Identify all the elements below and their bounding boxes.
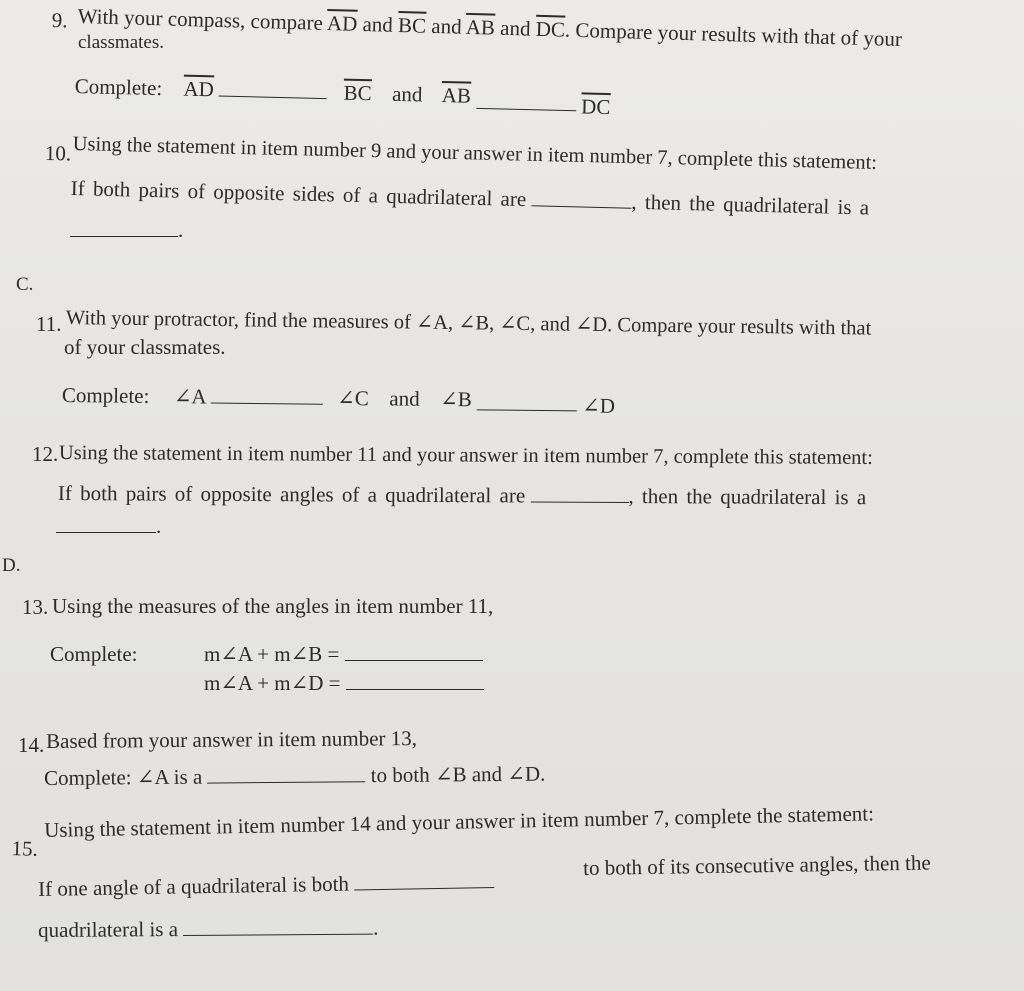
item-11-number: 11. <box>36 312 62 336</box>
answer-blank[interactable] <box>531 204 631 208</box>
answer-blank[interactable] <box>346 688 484 690</box>
item-15-question-line1: Using the statement in item number 14 and your answer in item number 7, complete the statement: <box>43 801 875 842</box>
answer-blank[interactable] <box>345 659 483 661</box>
item-11-question-line1: With your protractor, find the measures of ∠A, ∠B, ∠C, and ∠D. Compare your results with that <box>65 307 872 340</box>
item-15-question-line2: to both of its consecutive angles, then the <box>582 850 931 880</box>
section-c-label: C. <box>16 274 34 295</box>
answer-blank[interactable] <box>183 933 373 936</box>
item-13-question-line1: Using the measures of the angles in item number 11, <box>52 594 494 618</box>
complete-segment-dc: $\overline{DC}$ <box>580 94 611 120</box>
item-13-equation-2: m∠A + m∠D = <box>204 673 484 694</box>
answer-blank[interactable] <box>70 235 178 237</box>
item-11-question-line2: of your classmates. <box>64 335 226 359</box>
item-13-number: 13. <box>22 595 49 619</box>
segment-ad: $\overline{AD}$ <box>326 10 358 36</box>
item-15-number: 15. <box>11 836 39 861</box>
item-12-question-line1: Using the statement in item number 11 and your answer in item number 7, complete this statement: <box>58 442 873 469</box>
angle-b: ∠B <box>440 386 472 412</box>
item-9-question-line1: With your compass, compare $\overline{AD}$ and $\overline{BC}$ and $\overline{AB}$ and $\overline{DC}$. Compare your results with that of your <box>77 4 903 52</box>
item-9-number: 9. <box>51 8 68 33</box>
item-13-equation-1: m∠A + m∠B = <box>204 644 483 665</box>
item-10-question-line3: . <box>70 220 183 241</box>
item-15-question-line4: quadrilateral is a . <box>37 915 379 942</box>
answer-blank[interactable] <box>208 780 366 783</box>
complete-segment-ad: $\overline{AD}$ <box>183 76 215 102</box>
angle-d: ∠D <box>582 393 616 418</box>
item-14-number: 14. <box>18 733 45 757</box>
item-15-question-line3: If one angle of a quadrilateral is both <box>38 871 494 900</box>
item-12-question-line2: If both pairs of opposite angles of a quadrilateral are , then the quadrilateral is a <box>57 481 867 510</box>
item-9-complete-row: Complete: $\overline{AD}$ $\overline{BC}$ and $\overline{AB}$ $\overline{DC}$ <box>74 74 611 120</box>
item-14-question-line1: Based from your answer in item number 13, <box>45 726 418 753</box>
answer-blank[interactable] <box>530 500 628 503</box>
complete-label: Complete: <box>61 383 150 408</box>
complete-label: Complete: <box>74 74 163 101</box>
item-12-question-line3: . <box>56 516 161 537</box>
complete-label: Complete: <box>50 642 138 666</box>
complete-segment-bc: $\overline{BC}$ <box>343 80 372 106</box>
item-11-complete-row: Complete: ∠A ∠C and ∠B ∠D <box>61 383 616 418</box>
item-10-number: 10. <box>44 141 72 166</box>
item-9-question-line2: classmates. <box>78 32 165 53</box>
answer-blank[interactable] <box>56 531 156 533</box>
segment-dc: $\overline{DC}$ <box>535 16 566 42</box>
segment-ab: $\overline{AB}$ <box>465 14 496 40</box>
section-d-label: D. <box>2 555 21 576</box>
item-10-question-line1: Using the statement in item number 9 and your answer in item number 7, complete this statement: <box>72 133 878 174</box>
answer-blank[interactable] <box>211 402 323 405</box>
angle-c: ∠C <box>337 385 369 411</box>
item-14-complete-row: Complete: ∠A is a to both ∠B and ∠D. <box>43 761 546 790</box>
answer-blank[interactable] <box>354 886 494 890</box>
answer-blank[interactable] <box>219 95 327 100</box>
answer-blank[interactable] <box>476 107 576 111</box>
angle-a: ∠A <box>173 384 206 409</box>
answer-blank[interactable] <box>477 408 577 411</box>
item-10-question-line2: If both pairs of opposite sides of a quadrilateral are , then the quadrilateral is a <box>70 176 870 220</box>
segment-bc: $\overline{BC}$ <box>397 12 427 38</box>
item-12-number: 12. <box>32 442 59 466</box>
complete-segment-ab: $\overline{AB}$ <box>441 82 472 108</box>
